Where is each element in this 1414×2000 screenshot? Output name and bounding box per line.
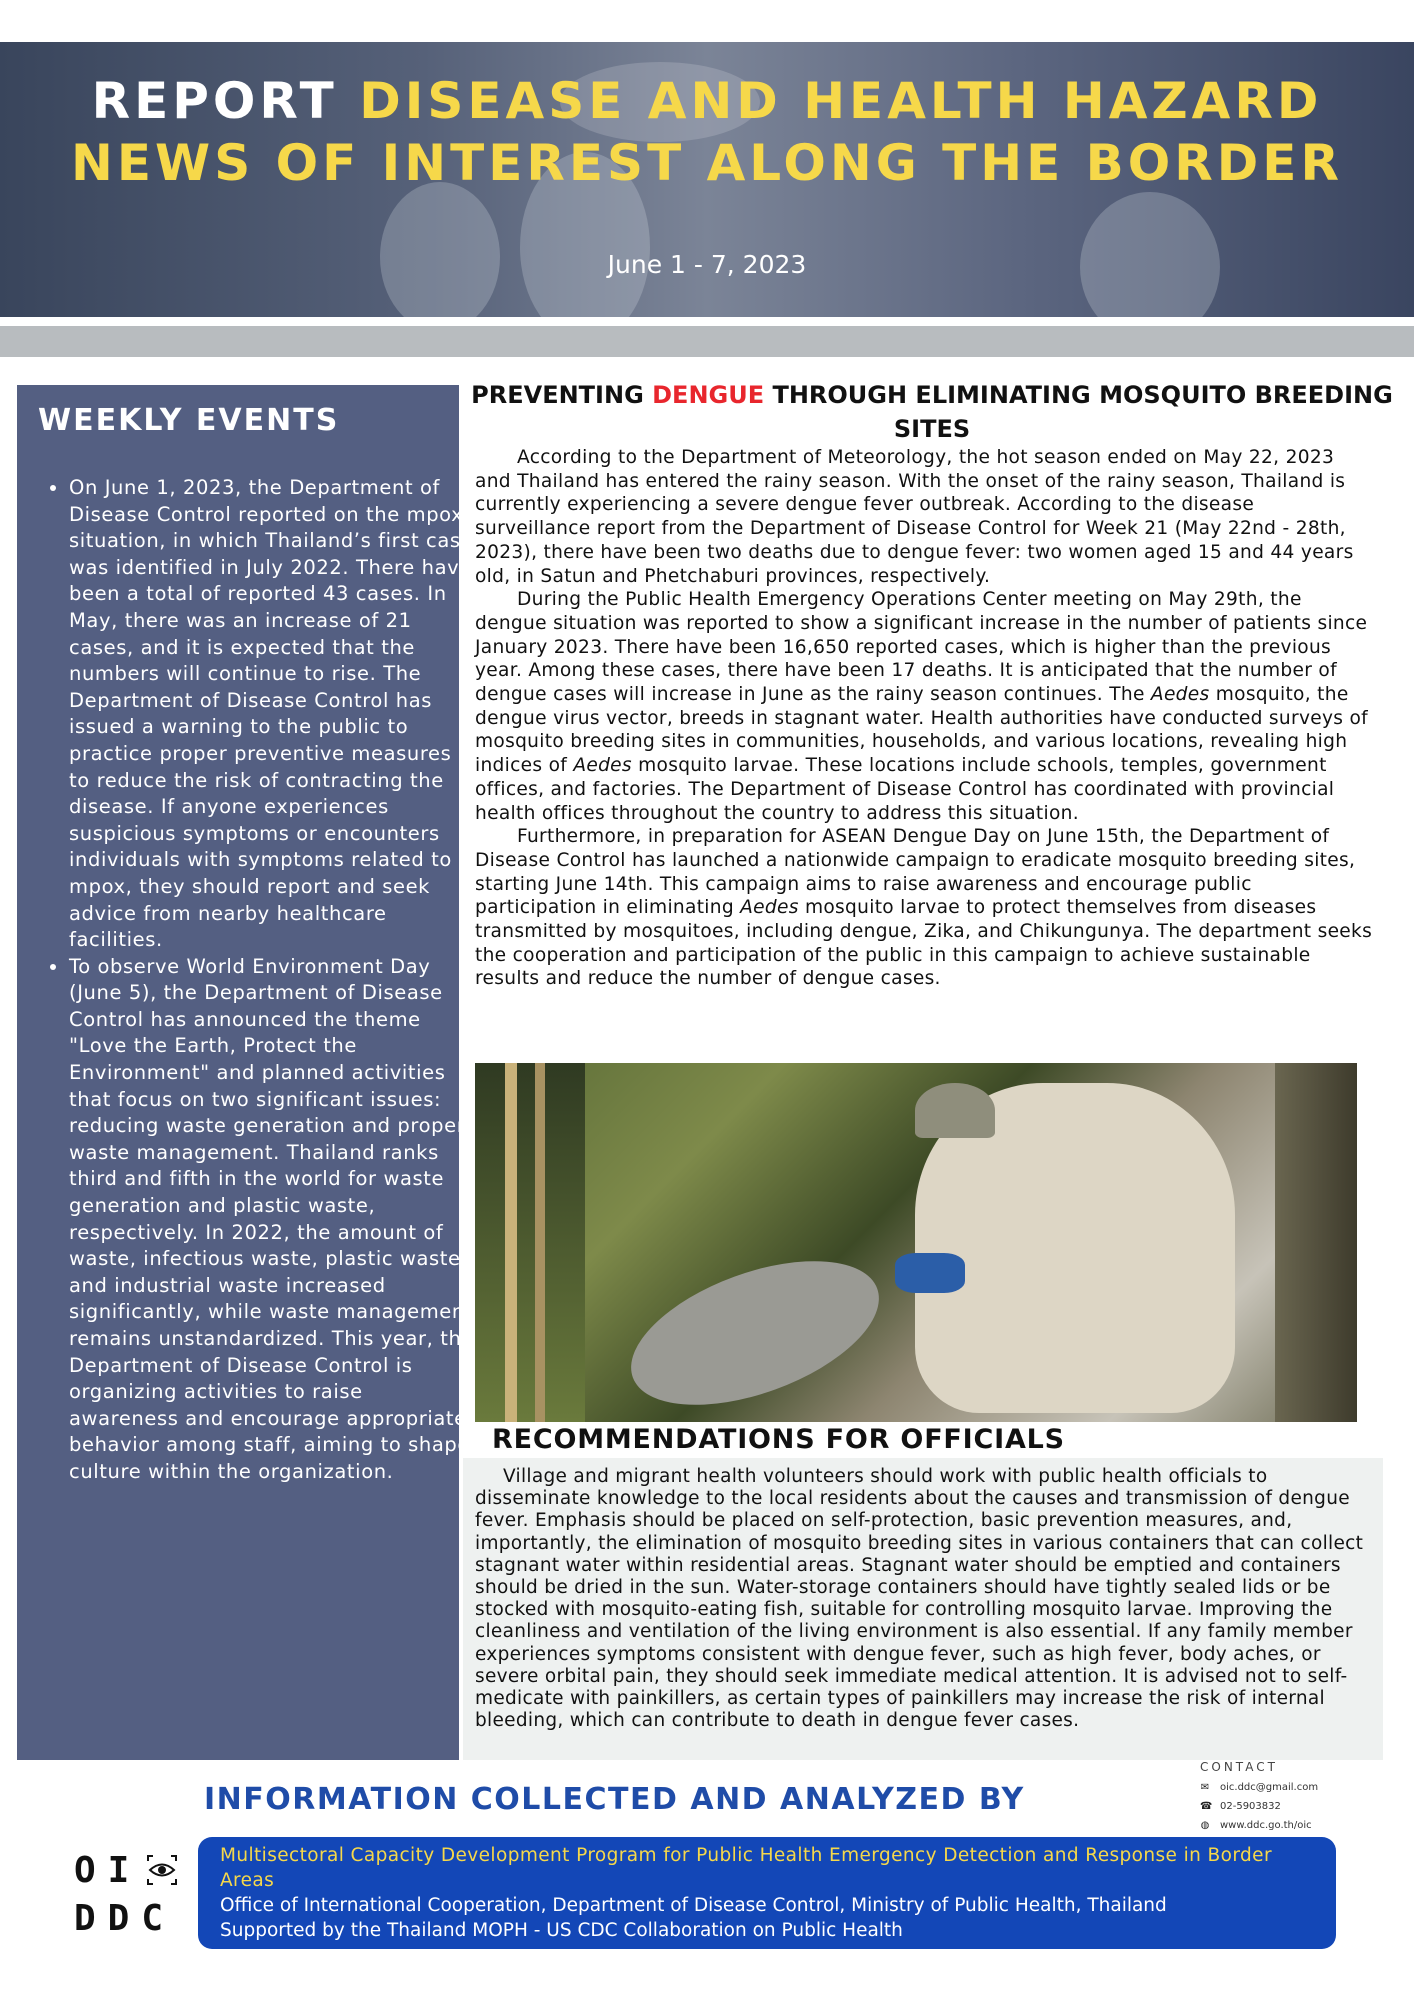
contact-block (1200, 1760, 1380, 1835)
office-line: Office of International Cooperation, Department of Disease Control, Ministry of Public Health, Thailand (220, 1895, 1167, 1916)
article-title-part2: THROUGH ELIMINATING MOSQUITO BREEDING SITES (764, 381, 1393, 443)
contact-web-row (1200, 1816, 1380, 1835)
divider-bar (0, 326, 1414, 357)
photo-person-cap (915, 1083, 995, 1138)
logo-text-oi: OI (74, 1850, 142, 1891)
title-highlight: DISEASE AND HEALTH HAZARD (359, 72, 1323, 130)
contact-email[interactable]: oic.ddc@gmail.com (1220, 1782, 1319, 1793)
italic-term: Aedes (1150, 684, 1210, 706)
article-title-part1: PREVENTING (471, 381, 653, 409)
recommendations-heading: RECOMMENDATIONS FOR OFFICIALS (492, 1424, 1065, 1455)
info-heading: INFORMATION COLLECTED AND ANALYZED BY (204, 1782, 1025, 1817)
weekly-events-heading: WEEKLY EVENTS (38, 403, 340, 438)
photo-jar-lid (612, 1232, 897, 1422)
photo-foliage (475, 1063, 585, 1422)
organization-box (198, 1837, 1336, 1949)
globe-icon: ◍ (1200, 1819, 1210, 1831)
text-run: During the Public Health Emergency Operations Center meeting on May 29th, the dengue situation was reported to show a significant increase in the number of patients since January 2023. There have been 16,650 reported cases, which is higher than the previous year. Among these cases, there have been 17 deaths. It is anticipated that the number of dengue cases will increase in June as the rainy season continues. The (475, 589, 1368, 706)
oic-ddc-logo (74, 1850, 184, 1945)
logo-text-ddc: DDC (74, 1898, 176, 1939)
recommendations-text: Village and migrant health volunteers should work with public health officials to disseminate knowledge to the local residents about the causes and transmission of dengue fever. Emphasis should be placed on self-protection, basic prevention measures, and, importantly, the elimination of mosquito breeding sites in various containers that can collect stagnant water within residential areas. Stagnant water should be emptied and containers should be dried in the sun. Water-storage containers should have tightly sealed lids or be stocked with mosquito-eating fish, suitable for controlling mosquito larvae. Improving the cleanliness and ventilation of the living environment is also essential. If any family member experiences symptoms consistent with dengue fever, such as high fever, body aches, or severe orbital pain, they should seek immediate medical attention. It is advised not to self-medicate with painkillers, as certain types of painkillers may increase the risk of internal bleeding, which can contribute to death in dengue fever cases. (475, 1466, 1364, 1732)
page-title-line2: NEWS OF INTEREST ALONG THE BORDER (71, 134, 1343, 192)
contact-website[interactable]: www.ddc.go.th/oic (1220, 1820, 1312, 1831)
title-report-word: REPORT (91, 72, 338, 130)
contact-phone[interactable]: 02-5903832 (1220, 1801, 1281, 1812)
article-title (470, 378, 1394, 446)
text-run: mosquito larvae. These locations include schools, temples, government offices, and factories. The Department of Disease Control has coordinated with provincial health offices throughout the country to address this situation. (475, 755, 1335, 824)
article-paragraph (475, 588, 1375, 825)
article-title-highlight: DENGUE (652, 381, 765, 409)
italic-term: Aedes (573, 755, 632, 777)
email-icon: ✉ (1200, 1781, 1210, 1793)
list-item: • To observe World Environment Day (June 5), the Department of Disease Control has announced the theme "Love the Earth, Protect the Environment" and planned activities that focus on two significant issues: reducing waste generation and proper waste management. Thailand ranks third and fifth in the world for waste generation and plastic waste, respectively. In 2022, the amount of waste, infectious waste, plastic waste, and industrial waste increased significantly, while waste management remains unstandardized. This year, the Department of Disease Control is organizing activities to raise awareness and encourage appropriate behavior among staff, aiming to shape culture within the organization. (69, 954, 475, 1486)
contact-label: CONTACT (1200, 1760, 1278, 1774)
article-photo (475, 1063, 1357, 1422)
weekly-events-panel (17, 385, 475, 1760)
article-paragraph: According to the Department of Meteorology, the hot season ended on May 22, 2023 and Thailand has entered the rainy season. With the onset of the rainy season, Thailand is currently experiencing a severe dengue fever outbreak. According to the disease surveillance report from the Department of Disease Control for Week 21 (May 22nd - 28th, 2023), there have been two deaths due to dengue fever: two women aged 15 and 44 years old, in Satun and Phetchaburi provinces, respectively. (475, 447, 1354, 587)
weekly-events-list (17, 475, 475, 1486)
list-item: • On June 1, 2023, the Department of Disease Control reported on the mpox situation, in which Thailand’s first case was identified in July 2022. There have been a total of reported 43 cases. In May, there was an increase of 21 cases, and it is expected that the numbers will continue to rise. The Department of Disease Control has issued a warning to the public to practice proper preventive measures to reduce the risk of contracting the disease. If anyone experiences suspicious symptoms or encounters individuals with symptoms related to mpox, they should report and seek advice from nearby healthcare facilities. (69, 475, 475, 954)
eye-icon (146, 1854, 178, 1886)
photo-blue-cup (895, 1253, 965, 1293)
photo-bamboo (535, 1063, 545, 1422)
text-run: mosquito, the dengue virus vector, breeds in stagnant water. Health authorities have conducted surveys of mosquito breeding sites in communities, households, and various locations, revealing high indices of (475, 684, 1369, 777)
article-paragraph (475, 825, 1375, 991)
italic-term: Aedes (740, 897, 799, 919)
text-run: Furthermore, in preparation for ASEAN Dengue Day on June 15th, the Department of Disease Control has launched a nationwide campaign to eradicate mosquito breeding sites, starting June 14th. This campaign aims to raise awareness and encourage public participation in eliminating (475, 826, 1356, 919)
contact-email-row (1200, 1778, 1380, 1797)
photo-fence (1275, 1063, 1357, 1422)
support-line: Supported by the Thailand MOPH - US CDC Collaboration on Public Health (220, 1920, 903, 1941)
article-body (475, 446, 1375, 991)
text-run: mosquito larvae to protect themselves from diseases transmitted by mosquitoes, including dengue, Zika, and Chikungunya. The department seeks the cooperation and participation of the public in this campaign to achieve sustainable results and reduce the number of dengue cases. (475, 897, 1373, 990)
report-date: June 1 - 7, 2023 (607, 250, 807, 279)
photo-bamboo (505, 1063, 517, 1422)
program-line: Multisectoral Capacity Development Program for Public Health Emergency Detection and Response in Border Areas (220, 1845, 1272, 1891)
contact-phone-row (1200, 1797, 1380, 1816)
phone-icon: ☎ (1200, 1800, 1213, 1812)
page-title-line1 (0, 70, 1414, 132)
